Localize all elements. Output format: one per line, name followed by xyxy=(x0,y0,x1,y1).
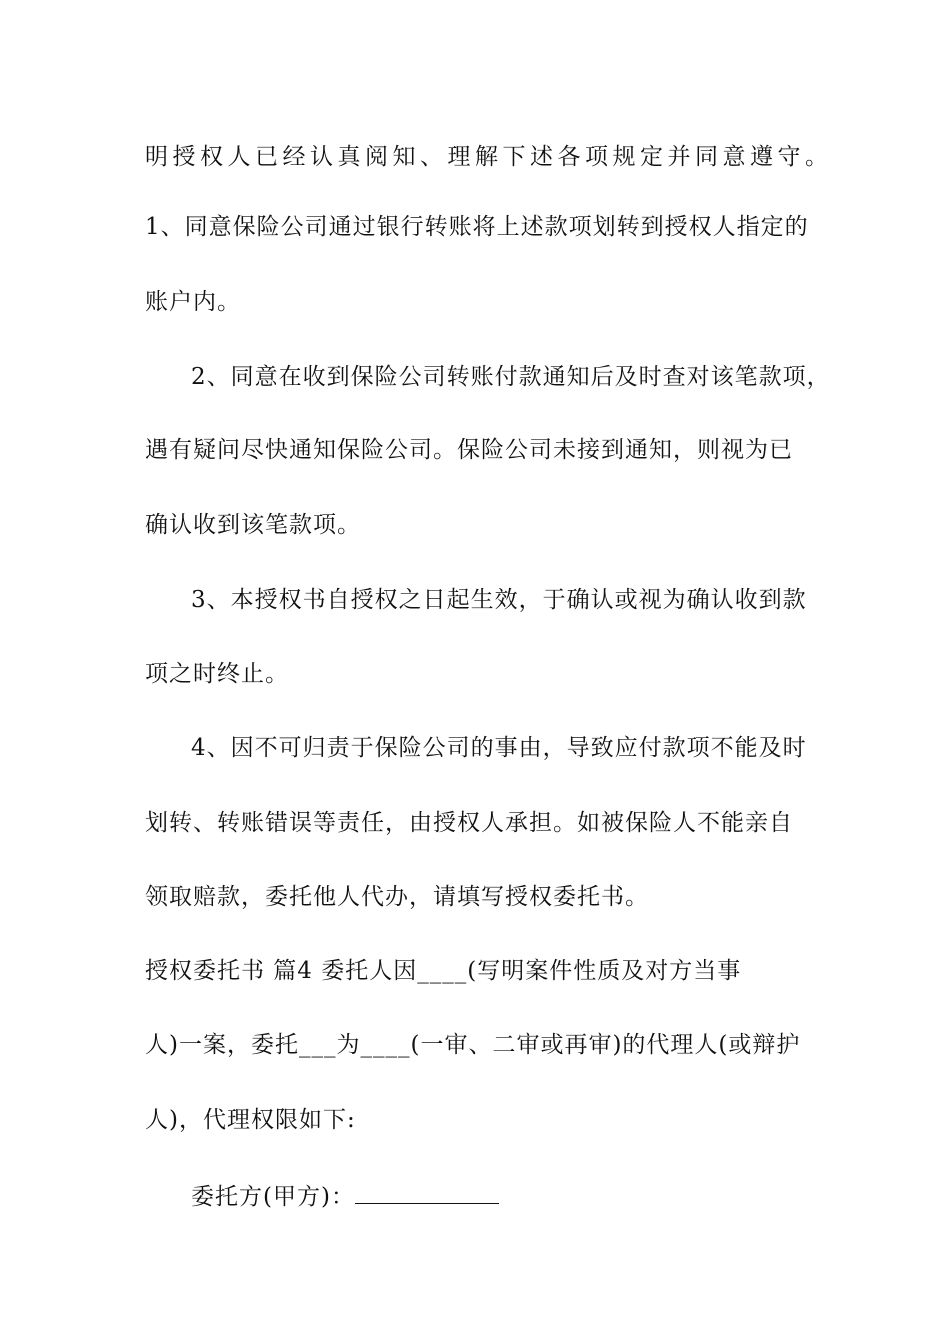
paragraph-line: 账户内。 xyxy=(145,289,241,315)
paragraph-line: 人)一案，委托___为____(一审、二审或再审)的代理人(或辩护 xyxy=(145,1032,801,1058)
paragraph-line: 1、同意保险公司通过银行转账将上述款项划转到授权人指定的 xyxy=(145,214,809,240)
paragraph-line: 领取赔款，委托他人代办，请填写授权委托书。 xyxy=(145,884,649,910)
signature-line xyxy=(191,1181,499,1212)
paragraph-line: 人)，代理权限如下: xyxy=(145,1107,356,1133)
principal-blank xyxy=(355,1181,499,1204)
paragraph-line: 2、同意在收到保险公司转账付款通知后及时查对该笔款项， xyxy=(191,364,831,390)
paragraph-line: 4、因不可归责于保险公司的事由，导致应付款项不能及时 xyxy=(191,735,807,761)
section-heading-line: 授权委托书 篇4 委托人因____(写明案件性质及对方当事 xyxy=(145,958,742,984)
paragraph-line: 明授权人已经认真阅知、理解下述各项规定并同意遵守。 xyxy=(145,144,833,170)
paragraph-line: 划转、转账错误等责任，由授权人承担。如被保险人不能亲自 xyxy=(145,810,793,836)
paragraph-line: 确认收到该笔款项。 xyxy=(145,512,361,538)
paragraph-line: 项之时终止。 xyxy=(145,661,289,687)
paragraph-line: 3、本授权书自授权之日起生效，于确认或视为确认收到款 xyxy=(191,587,807,613)
principal-label: 委托方(甲方)： xyxy=(191,1184,355,1210)
paragraph-line: 遇有疑问尽快通知保险公司。保险公司未接到通知，则视为已 xyxy=(145,437,793,463)
